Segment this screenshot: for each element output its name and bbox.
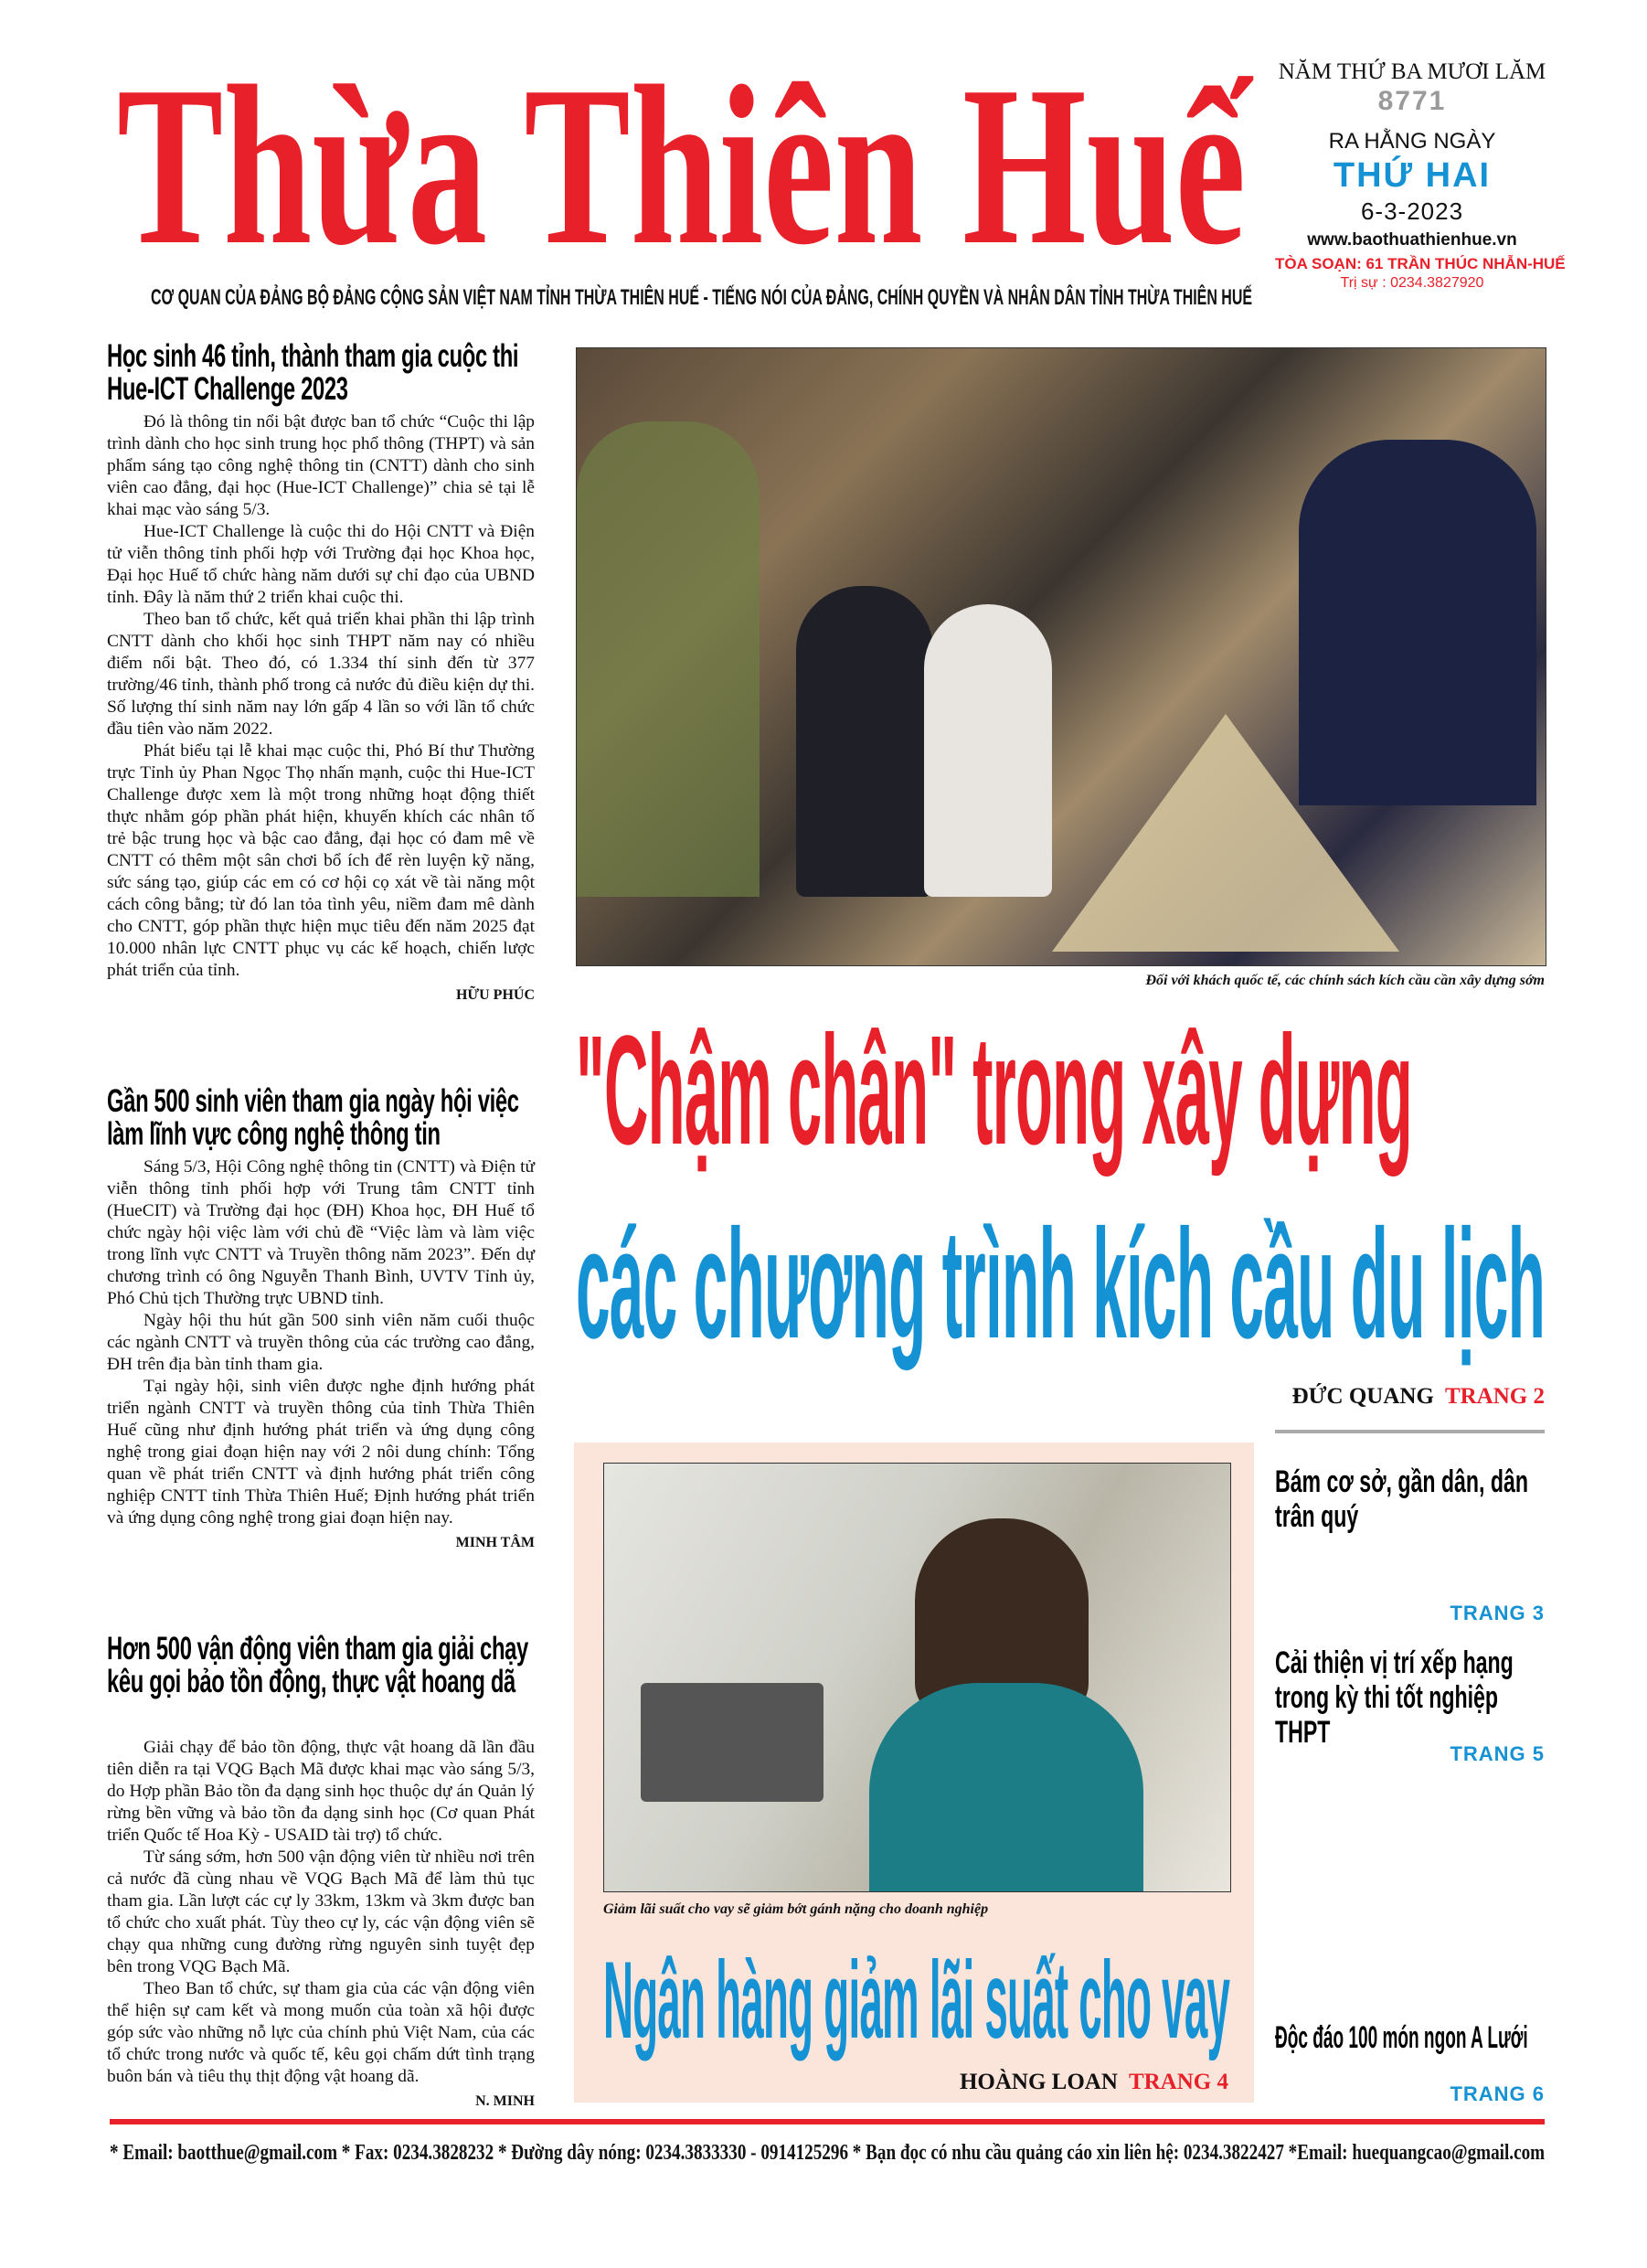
article-headline[interactable]: Học sinh 46 tỉnh, thành tham gia cuộc thi Hue-ICT Challenge 2023 xyxy=(107,338,519,407)
box-page-ref[interactable]: TRANG 4 xyxy=(1128,2070,1228,2094)
teaser-page-ref[interactable]: TRANG 3 xyxy=(1450,1602,1545,1624)
article-body xyxy=(107,1156,535,1529)
article-body xyxy=(107,411,535,982)
teaser-title[interactable]: Bám cơ sở, gần dân, dân trân quý xyxy=(1275,1464,1528,1534)
admin-phone: Trị sự : 0234.3827920 xyxy=(1340,275,1484,291)
paragraph: Đó là thông tin nổi bật được ban tổ chức “Cuộc thi lập trình dành cho học sinh trung học phổ thông (THPT) và sản phẩm sáng tạo công nghệ thông tin (CNTT) dành cho sinh viên cao đẳng, đại học (Hue-ICT Challenge)” chia sẻ tại lễ khai mạc vào sáng 5/3. xyxy=(107,412,535,519)
box-author: HOÀNG LOAN xyxy=(959,2070,1118,2094)
footer-contacts: * Email: baotthue@gmail.com * Fax: 0234.3828232 * Đường dây nóng: 0234.3833330 - 0914125296 * Bạn đọc có nhu cầu quảng cáo xin liên hệ: 0234.3822427 *Email: huequangcao@gmail.com xyxy=(110,2141,1546,2165)
teaser-page-ref[interactable]: TRANG 5 xyxy=(1450,1742,1545,1765)
box-headline[interactable]: Ngân hàng giảm lãi suất cho vay xyxy=(603,1939,1230,2061)
article-byline: HỮU PHÚC xyxy=(455,987,535,1003)
year-label: NĂM THỨ BA MƯƠI LĂM xyxy=(1278,59,1546,84)
article-byline: MINH TÂM xyxy=(455,1535,535,1550)
lead-story-photo xyxy=(576,347,1546,966)
paragraph: Ngày hội thu hút gần 500 sinh viên năm cuối thuộc các ngành CNTT và truyền thông của các trường cao đẳng, ĐH trên địa bàn tỉnh tham gia. xyxy=(107,1311,535,1374)
website-link[interactable]: www.baothuathienhue.vn xyxy=(1307,230,1517,250)
article-job-fair xyxy=(107,1085,535,1553)
box-story xyxy=(574,1443,1254,2103)
teaser-title[interactable]: Độc đáo 100 món ngon A Lưới xyxy=(1275,2020,1528,2055)
teaser-title[interactable]: Cải thiện vị trí xếp hạng trong kỳ thi tốt nghiệp THPT xyxy=(1275,1645,1514,1750)
issue-date: 6-3-2023 xyxy=(1360,197,1464,225)
frequency-label: RA HẰNG NGÀY xyxy=(1328,129,1496,154)
lead-photo-caption: Đối với khách quốc tế, các chính sách kích cầu cần xây dựng sớm xyxy=(1145,973,1545,988)
box-photo-caption: Giảm lãi suất cho vay sẽ giảm bớt gánh nặng cho doanh nghiệp xyxy=(603,1901,989,1917)
article-wildlife-run xyxy=(107,1633,535,2112)
divider xyxy=(1275,1430,1545,1433)
paragraph: Giải chạy để bảo tồn động, thực vật hoang dã lần đầu tiên diễn ra tại VQG Bạch Mã được khai mạc vào sáng 5/3, do Hợp phần Bảo tồn đa dạng sinh học thuộc dự án Quản lý rừng bền vững và bảo tồn đa dạng sinh học (Cơ quan Phát triển Quốc tế Hoa Kỳ - USAID tài trợ) tổ chức. xyxy=(107,1738,535,1845)
lead-headline-line2-box xyxy=(576,1198,1546,1371)
office-address: TÒA SOẠN: 61 TRẦN THÚC NHẪN-HUẾ xyxy=(1275,255,1566,272)
masthead-title-box xyxy=(117,39,1246,293)
article-headline[interactable]: Hơn 500 vận động viên tham gia giải chạy kêu gọi bảo tồn động, thực vật hoang dã xyxy=(107,1631,528,1699)
paragraph: Hue-ICT Challenge là cuộc thi do Hội CNTT và Điện tử viễn thông tỉnh phối hợp với Trường đại học Khoa học, Đại học Huế tổ chức hàng năm dưới sự chỉ đạo của UBND tỉnh. Đây là năm thứ 2 triển khai cuộc thi. xyxy=(107,522,535,607)
article-byline: N. MINH xyxy=(475,2093,535,2109)
article-headline[interactable]: Gần 500 sinh viên tham gia ngày hội việc làm lĩnh vực công nghệ thông tin xyxy=(107,1083,519,1152)
lead-author: ĐỨC QUANG xyxy=(1291,1384,1434,1409)
paragraph: Từ sáng sớm, hơn 500 vận động viên từ nhiều nơi trên cả nước đã cùng nhau về VQG Bạch Mã để làm thủ tục tham gia. Lần lượt các cự ly 33km, 13km và 3km được ban tổ chức cho xuất phát. Tùy theo cự ly, các vận động viên sẽ chạy qua những cung đường rừng nguyên sinh tuyệt đẹp bên trong VQG Bạch Mã. xyxy=(107,1847,535,1976)
article-hue-ict xyxy=(107,340,535,1006)
box-headline-box xyxy=(603,1939,1230,2061)
paragraph: Theo Ban tổ chức, sự tham gia của các vận động viên thể hiện sự cam kết và mong muốn của toàn xã hội được góp sức vào những nỗ lực của chính phủ Việt Nam, của các tổ chức trong nước và quốc tế, kêu gọi chấm dứt tình trạng buôn bán và tiêu thụ thịt động vật hoang dã. xyxy=(107,1979,535,2086)
masthead-tagline: CƠ QUAN CỦA ĐẢNG BỘ ĐẢNG CỘNG SẢN VIỆT NAM TỈNH THỪA THIÊN HUẾ - TIẾNG NÓI CỦA ĐẢNG, CHÍNH QUYỀN VÀ NHÂN DÂN TỈNH THỪA THIÊN HUẾ xyxy=(151,285,1253,310)
paragraph: Sáng 5/3, Hội Công nghệ thông tin (CNTT) và Điện tử viễn thông tỉnh phối hợp với Trung tâm CNTT tỉnh (HueCIT) và Trường đại học (ĐH) Khoa học, ĐH Huế tổ chức ngày hội việc làm với chủ đề “Việc làm và làm việc trong lĩnh vực CNTT và Truyền thông năm 2023”. Đến dự chương trình có ông Nguyễn Thanh Bình, UVTV Tỉnh ủy, Phó Chủ tịch Thường trực UBND tỉnh. xyxy=(107,1157,535,1308)
footer-box xyxy=(110,2141,1545,2166)
footer-rule xyxy=(110,2119,1545,2124)
lead-page-ref[interactable]: TRANG 2 xyxy=(1444,1384,1545,1409)
lead-headline-line1[interactable]: "Chậm chân" trong xây dựng xyxy=(576,1004,1412,1177)
lead-byline xyxy=(1292,1384,1545,1410)
lead-headline-line1-box xyxy=(576,1004,1412,1177)
box-story-photo xyxy=(603,1463,1231,1892)
box-byline xyxy=(960,2070,1228,2095)
tagline-box xyxy=(151,285,1252,311)
paragraph: Phát biểu tại lễ khai mạc cuộc thi, Phó Bí thư Thường trực Tỉnh ủy Phan Ngọc Thọ nhấn mạnh, cuộc thi Hue-ICT Challenge được xem là một trong những hoạt động thiết thực nhằm góp phần phát hiện, khuyến khích các nhân tố trẻ bậc trung học và bậc cao đẳng, đại học có đam mê về CNTT có thêm một sân chơi bổ ích để rèn luyện kỹ năng, sức sáng tạo, giúp các em có cơ hội cọ xát về tài năng một cách công bằng; từ đó lan tỏa tình yêu, niềm đam mê dành cho CNTT, góp phần thực hiện mục tiêu đến năm 2025 đạt 10.000 nhân lực CNTT phục vụ các kế hoạch, chiến lược phát triển của tỉnh. xyxy=(107,741,535,980)
weekday-label: THỨ HAI xyxy=(1333,156,1492,195)
article-body xyxy=(107,1737,535,2088)
paragraph: Theo ban tổ chức, kết quả triển khai phần thi lập trình CNTT dành cho khối học sinh THPT năm nay có nhiều điểm nổi bật. Theo đó, có 1.334 thí sinh đến từ 377 trường/46 tỉnh, thành phố trong cả nước đủ điều kiện dự thi. Số lượng thí sinh năm nay lớn gấp 4 lần so với lần tổ chức đầu tiên vào năm 2022. xyxy=(107,610,535,739)
issue-info xyxy=(1275,59,1566,293)
masthead-title: Thừa Thiên Huế xyxy=(117,39,1246,293)
left-column xyxy=(107,340,535,2112)
lead-headline-line2[interactable]: các chương trình kích cầu du lịch xyxy=(576,1198,1546,1371)
issue-number: 8771 xyxy=(1377,86,1447,116)
paragraph: Tại ngày hội, sinh viên được nghe định hướng phát triển ngành CNTT và truyền thông của tỉnh Thừa Thiên Huế cũng như định hướng phát triển và ứng dụng công nghệ trong giai đoạn hiện nay với 2 nôi dung chính: Tổng quan về phát triển CNTT và định hướng phát triển công nghiệp CNTT tỉnh Thừa Thiên Huế; Định hướng phát triển và ứng dụng công nghệ trong giai đoạn hiện nay. xyxy=(107,1377,535,1528)
teaser-page-ref[interactable]: TRANG 6 xyxy=(1450,2082,1545,2105)
